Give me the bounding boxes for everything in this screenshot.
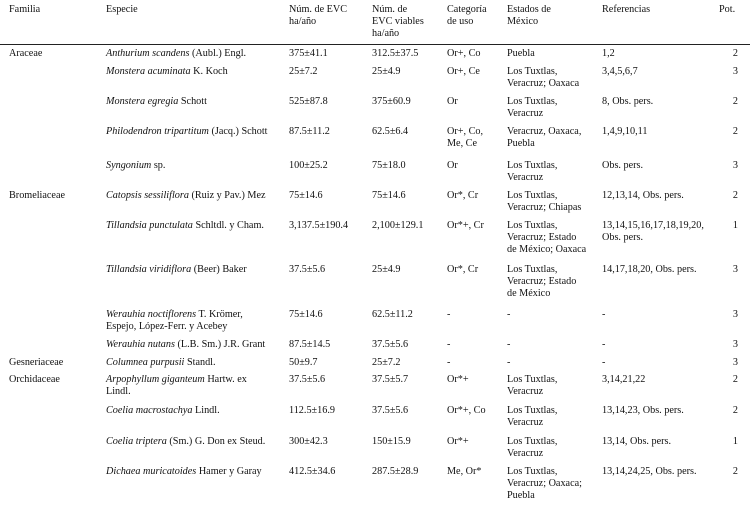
header-categoria-line1: Categoría xyxy=(447,4,487,15)
pot-cell: 3 xyxy=(732,264,738,275)
species-author: Standl. xyxy=(184,357,216,368)
species-cell xyxy=(106,190,266,202)
species-author: sp. xyxy=(151,160,166,171)
estados-line: - xyxy=(507,339,511,350)
species-author: (Ruiz y Pav.) Mez xyxy=(188,190,266,201)
familia-cell: Orchidaceae xyxy=(9,374,60,385)
evc-viables-cell: 375±60.9 xyxy=(372,96,411,107)
evc-viables-cell: 287.5±28.9 xyxy=(372,466,419,477)
header-evc-line1: Núm. de EVC xyxy=(289,4,348,15)
species-cell xyxy=(106,466,262,478)
table-header xyxy=(0,4,750,44)
referencias-line: 3,14,21,22 xyxy=(602,374,646,385)
estados-line: Los Tuxtlas, xyxy=(507,374,558,385)
evc-cell: 37.5±5.6 xyxy=(289,374,326,385)
estados-line: - xyxy=(507,309,511,320)
estados-cell xyxy=(507,190,581,214)
species-author: K. Koch xyxy=(190,66,228,77)
header-referencias: Referencias xyxy=(602,4,651,15)
referencias-line: 13,14,15,16,17,18,19,20, xyxy=(602,220,704,231)
species-author: (Sm.) G. Don ex Steud. xyxy=(166,436,266,447)
estados-line: - xyxy=(507,357,511,368)
species-cell xyxy=(106,126,268,138)
header-rule xyxy=(0,44,750,45)
header-categoria xyxy=(447,4,487,28)
categoria-line: Or*+, Cr xyxy=(447,220,484,231)
evc-cell: 112.5±16.9 xyxy=(289,405,335,416)
header-evc-viables-line2: EVC viables xyxy=(372,16,424,27)
header-estados-line2: México xyxy=(507,16,539,27)
referencias-cell xyxy=(602,374,645,386)
evc-cell: 50±9.7 xyxy=(289,357,318,368)
header-categoria-line2: de uso xyxy=(447,16,474,27)
estados-line: Veracruz xyxy=(507,417,544,428)
estados-line: Los Tuxtlas, xyxy=(507,264,558,275)
categoria-line: Or*+ xyxy=(447,436,469,447)
species-name: Syngonium xyxy=(106,160,152,171)
estados-line: Veracruz xyxy=(507,108,544,119)
species-cell xyxy=(106,220,264,232)
referencias-cell xyxy=(602,66,638,78)
species-cell xyxy=(106,48,246,60)
pot-cell: 1 xyxy=(732,220,738,231)
estados-cell xyxy=(507,96,557,120)
species-author: Schltdl. y Cham. xyxy=(192,220,264,231)
categoria-line: Me, Ce xyxy=(447,138,477,149)
estados-cell xyxy=(507,466,582,502)
evc-viables-cell: 150±15.9 xyxy=(372,436,411,447)
species-author: T. Krömer, xyxy=(196,309,243,320)
categoria-line: Or+, Co xyxy=(447,48,481,59)
estados-cell xyxy=(507,374,557,398)
categoria-line: - xyxy=(447,357,451,368)
categoria-cell xyxy=(447,309,450,321)
species-name: Coelia triptera xyxy=(106,436,167,447)
categoria-line: Me, Or* xyxy=(447,466,482,477)
species-name: Columnea purpusii xyxy=(106,357,185,368)
estados-line: Veracruz xyxy=(507,172,544,183)
categoria-line: Or xyxy=(447,96,458,107)
referencias-line: - xyxy=(602,357,606,368)
estados-cell xyxy=(507,309,510,321)
categoria-line: Or+, Ce xyxy=(447,66,480,77)
categoria-line: Or*, Cr xyxy=(447,190,479,201)
estados-line: Veracruz; Oaxaca xyxy=(507,78,580,89)
pot-cell: 2 xyxy=(732,190,738,201)
categoria-cell xyxy=(447,466,482,478)
categoria-cell xyxy=(447,405,486,417)
evc-cell: 37.5±5.6 xyxy=(289,264,326,275)
categoria-cell xyxy=(447,374,469,386)
species-cell xyxy=(106,374,247,398)
evc-cell: 525±87.8 xyxy=(289,96,328,107)
categoria-line: Or xyxy=(447,160,458,171)
categoria-cell xyxy=(447,220,484,232)
referencias-line: - xyxy=(602,339,606,350)
species-author: (L.B. Sm.) J.R. Grant xyxy=(174,339,266,350)
estados-line: Veracruz; Oaxaca; xyxy=(507,478,582,489)
categoria-line: Or+, Co, xyxy=(447,126,484,137)
pot-cell: 2 xyxy=(732,48,738,59)
estados-line: Los Tuxtlas, xyxy=(507,160,558,171)
estados-cell xyxy=(507,220,586,256)
estados-line: Puebla xyxy=(507,48,535,59)
estados-cell xyxy=(507,126,581,150)
pot-cell: 2 xyxy=(732,96,738,107)
header-especie: Especie xyxy=(106,4,138,15)
evc-viables-cell: 62.5±11.2 xyxy=(372,309,413,320)
categoria-line: Or*, Cr xyxy=(447,264,479,275)
pot-cell: 2 xyxy=(732,405,738,416)
species-cell xyxy=(106,405,220,417)
estados-line: Puebla xyxy=(507,490,535,501)
pot-cell: 2 xyxy=(732,466,738,477)
estados-line: Veracruz xyxy=(507,448,544,459)
referencias-cell xyxy=(602,190,684,202)
referencias-line: Obs. pers. xyxy=(602,232,644,243)
referencias-cell xyxy=(602,96,653,108)
referencias-line: 13,14, Obs. pers. xyxy=(602,436,672,447)
evc-cell: 87.5±11.2 xyxy=(289,126,330,137)
species-name: Tillandsia punctulata xyxy=(106,220,193,231)
header-estados-line1: Estados de xyxy=(507,4,551,15)
referencias-line: 8, Obs. pers. xyxy=(602,96,654,107)
species-author: Schott xyxy=(178,96,207,107)
evc-cell: 100±25.2 xyxy=(289,160,328,171)
species-cell xyxy=(106,309,243,333)
estados-cell xyxy=(507,160,557,184)
categoria-cell xyxy=(447,48,480,60)
estados-cell xyxy=(507,436,557,460)
estados-cell xyxy=(507,405,557,429)
referencias-line: - xyxy=(602,309,606,320)
pot-cell: 2 xyxy=(732,374,738,385)
estados-line: de México; Oaxaca xyxy=(507,244,587,255)
pot-cell: 3 xyxy=(732,357,738,368)
referencias-line: 13,14,23, Obs. pers. xyxy=(602,405,684,416)
referencias-line: 1,4,9,10,11 xyxy=(602,126,648,137)
estados-cell xyxy=(507,66,579,90)
estados-line: Los Tuxtlas, xyxy=(507,220,558,231)
pot-cell: 3 xyxy=(732,66,738,77)
header-evc xyxy=(289,4,347,28)
evc-viables-cell: 25±4.9 xyxy=(372,264,401,275)
estados-cell xyxy=(507,264,576,300)
estados-line: Veracruz; Chiapas xyxy=(507,202,582,213)
species-author: Hartw. ex xyxy=(204,374,247,385)
categoria-cell xyxy=(447,190,478,202)
species-author: (Jacq.) Schott xyxy=(208,126,268,137)
header-evc-viables xyxy=(372,4,424,40)
evc-cell: 412.5±34.6 xyxy=(289,466,336,477)
species-author: (Aubl.) Engl. xyxy=(189,48,247,59)
species-cell xyxy=(106,264,247,276)
pot-cell: 2 xyxy=(732,126,738,137)
estados-line: Puebla xyxy=(507,138,535,149)
referencias-line: Obs. pers. xyxy=(602,160,644,171)
species-cell xyxy=(106,357,216,369)
species-cell xyxy=(106,436,265,448)
species-author: Lindl. xyxy=(192,405,220,416)
evc-cell: 75±14.6 xyxy=(289,309,323,320)
evc-viables-cell: 75±14.6 xyxy=(372,190,406,201)
referencias-line: 3,4,5,6,7 xyxy=(602,66,638,77)
species-cell xyxy=(106,160,165,172)
species-name: Arpophyllum giganteum xyxy=(106,374,205,385)
referencias-cell xyxy=(602,126,647,138)
species-name: Tillandsia viridiflora xyxy=(106,264,192,275)
species-name: Catopsis sessiliflora xyxy=(106,190,189,201)
species-name: Dichaea muricatoides xyxy=(106,466,197,477)
evc-cell: 75±14.6 xyxy=(289,190,323,201)
categoria-cell xyxy=(447,160,458,172)
referencias-cell xyxy=(602,466,697,478)
categoria-cell xyxy=(447,339,450,351)
header-pot: Pot. xyxy=(719,4,736,15)
estados-line: Los Tuxtlas, xyxy=(507,405,558,416)
estados-line: de México xyxy=(507,288,551,299)
species-cell xyxy=(106,66,228,78)
evc-viables-cell: 62.5±6.4 xyxy=(372,126,409,137)
evc-cell: 375±41.1 xyxy=(289,48,328,59)
familia-cell: Bromeliaceae xyxy=(9,190,65,201)
categoria-cell xyxy=(447,264,478,276)
referencias-cell xyxy=(602,357,605,369)
estados-line: Los Tuxtlas, xyxy=(507,436,558,447)
categoria-line: Or*+, Co xyxy=(447,405,486,416)
categoria-line: - xyxy=(447,309,451,320)
evc-viables-cell: 75±18.0 xyxy=(372,160,406,171)
header-estados xyxy=(507,4,551,28)
estados-line: Veracruz xyxy=(507,386,544,397)
referencias-cell xyxy=(602,339,605,351)
evc-viables-cell: 2,100±129.1 xyxy=(372,220,424,231)
estados-line: Veracruz; Estado xyxy=(507,232,577,243)
evc-cell: 300±42.3 xyxy=(289,436,328,447)
species-name: Monstera egregia xyxy=(106,96,179,107)
referencias-line: 12,13,14, Obs. pers. xyxy=(602,190,684,201)
categoria-cell xyxy=(447,436,469,448)
estados-cell xyxy=(507,357,510,369)
categoria-cell xyxy=(447,126,483,150)
evc-cell: 87.5±14.5 xyxy=(289,339,331,350)
categoria-cell xyxy=(447,96,458,108)
species-name: Philodendron tripartitum xyxy=(106,126,209,137)
referencias-cell xyxy=(602,436,671,448)
evc-viables-cell: 312.5±37.5 xyxy=(372,48,419,59)
evc-viables-cell: 25±7.2 xyxy=(372,357,401,368)
species-name: Coelia macrostachya xyxy=(106,405,193,416)
estados-line: Los Tuxtlas, xyxy=(507,66,558,77)
evc-viables-cell: 37.5±5.6 xyxy=(372,339,409,350)
evc-viables-cell: 37.5±5.6 xyxy=(372,405,409,416)
referencias-cell xyxy=(602,220,704,244)
header-evc-viables-line1: Núm. de xyxy=(372,4,408,15)
species-author-cont: Espejo, López-Ferr. y Acebey xyxy=(106,321,228,332)
referencias-cell xyxy=(602,48,615,60)
referencias-line: 14,17,18,20, Obs. pers. xyxy=(602,264,697,275)
estados-line: Veracruz, Oaxaca, xyxy=(507,126,582,137)
pot-cell: 3 xyxy=(732,160,738,171)
familia-cell: Gesneriaceae xyxy=(9,357,64,368)
estados-cell xyxy=(507,48,535,60)
estados-line: Veracruz; Estado xyxy=(507,276,577,287)
categoria-cell xyxy=(447,66,480,78)
species-cell xyxy=(106,96,207,108)
categoria-line: - xyxy=(447,339,451,350)
referencias-cell xyxy=(602,160,643,172)
pot-cell: 1 xyxy=(732,436,738,447)
referencias-line: 13,14,24,25, Obs. pers. xyxy=(602,466,697,477)
species-name: Werauhia nutans xyxy=(106,339,175,350)
referencias-cell xyxy=(602,264,697,276)
species-author-cont: Lindl. xyxy=(106,386,131,397)
evc-cell: 3,137.5±190.4 xyxy=(289,220,349,231)
header-evc-viables-line3: ha/año xyxy=(372,28,400,39)
estados-line: Los Tuxtlas, xyxy=(507,190,558,201)
species-name: Anthurium scandens xyxy=(106,48,190,59)
species-author: (Beer) Baker xyxy=(191,264,247,275)
categoria-line: Or*+ xyxy=(447,374,469,385)
referencias-cell xyxy=(602,309,605,321)
evc-viables-cell: 37.5±5.7 xyxy=(372,374,409,385)
pot-cell: 3 xyxy=(732,339,738,350)
pot-cell: 3 xyxy=(732,309,738,320)
species-cell xyxy=(106,339,265,351)
evc-cell: 25±7.2 xyxy=(289,66,318,77)
species-name: Monstera acuminata xyxy=(106,66,191,77)
categoria-cell xyxy=(447,357,450,369)
evc-viables-cell: 25±4.9 xyxy=(372,66,401,77)
header-evc-line2: ha/año xyxy=(289,16,317,27)
species-name: Werauhia noctiflorens xyxy=(106,309,197,320)
familia-cell: Araceae xyxy=(9,48,43,59)
estados-line: Los Tuxtlas, xyxy=(507,96,558,107)
referencias-cell xyxy=(602,405,684,417)
header-familia: Familia xyxy=(9,4,41,15)
referencias-line: 1,2 xyxy=(602,48,615,59)
estados-line: Los Tuxtlas, xyxy=(507,466,558,477)
estados-cell xyxy=(507,339,510,351)
species-author: Hamer y Garay xyxy=(196,466,262,477)
